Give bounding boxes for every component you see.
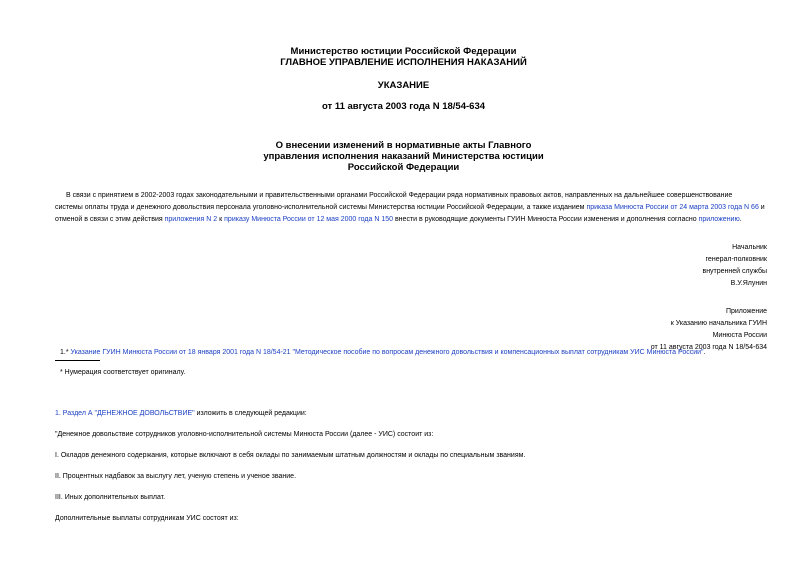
order-66-link[interactable]: приказа Минюста России от 24 марта 2003 года N 66 [586,204,759,211]
footnote: * Нумерация соответствует оригиналу. [60,369,186,376]
intro-line-3-mid: внести в руководящие документы ГУИН Минюста России изменения и дополнения согласно [393,216,699,223]
signer-rank-2: внутренней службы [702,268,767,275]
intro-line-3-text: отменой в связи с этим действия [55,216,165,223]
gin-instruction-link[interactable]: Указание ГУИН Минюста России от 18 января 2001 года N 18/54-21 "Методическое пособие по вопросам денежного довольствия и компенсационных выплат сотрудникам УИС Минюста России" [70,349,704,356]
signer-rank-1: генерал-полковник [705,256,767,263]
body-paragraph-1: "Денежное довольствие сотрудников уголовно-исполнительной системы Минюста России (далее - УИС) состоит из: [55,431,434,438]
appendix-ref-line-3: Минюста России [712,332,767,339]
order-150-link[interactable]: приказу Минюста России от 12 мая 2000 года N 150 [224,216,394,223]
appendix-link[interactable]: приложению [698,216,740,223]
title-line-2: управления исполнения наказаний Министерства юстиции [263,151,544,162]
body-paragraph-3: II. Процентных надбавок за выслугу лет, ученую степень и ученое звание. [55,473,297,480]
section-1-rest: изложить в следующей редакции: [194,410,307,417]
body-paragraph-4: III. Иных дополнительных выплат. [55,494,166,501]
item-1-number: 1.* [60,349,71,356]
signer-position: Начальник [732,244,767,251]
department-name: ГЛАВНОЕ УПРАВЛЕНИЕ ИСПОЛНЕНИЯ НАКАЗАНИЙ [280,57,527,68]
appendix-ref-line-4: от 11 августа 2003 года N 18/54-634 [650,344,767,351]
document-date: от 11 августа 2003 года N 18/54-634 [321,101,486,112]
intro-line-1: В связи с принятием в 2002-2003 годах законодательными и правительственными органами Российской Федерации ряда нормативных правовых актов, направленных на дальнейшее совершенствование [66,192,733,199]
intro-line-3-dot: . [739,216,742,223]
section-a-link[interactable]: 1. Раздел А "ДЕНЕЖНОЕ ДОВОЛЬСТВИЕ" [55,410,195,417]
intro-line-3-to: к [217,216,225,223]
section-1 [55,408,307,420]
item-1 [60,347,705,359]
intro-line-3 [55,214,742,226]
body-paragraph-2: I. Окладов денежного содержания, которые включают в себя оклады по занимаемым штатным должностям и оклады по специальным званиям. [55,452,526,459]
appendix-2-link[interactable]: приложения N 2 [164,216,218,223]
intro-line-2-text: системы оплаты труда и денежного довольствия персонала уголовно-исполнительной системы Министерства юстиции Российской Федерации, а также изданием [55,204,587,211]
body-paragraph-5: Дополнительные выплаты сотрудникам УИС состоят из: [55,515,239,522]
intro-line-2-end: и [758,204,765,211]
document-type: УКАЗАНИЕ [377,80,430,91]
title-line-3: Российской Федерации [347,162,460,173]
intro-line-2 [55,202,765,214]
title-line-1: О внесении изменений в нормативные акты Главного [275,140,532,151]
item-1-end: . [703,349,706,356]
appendix-label: Приложение [725,308,767,315]
footnote-divider [55,360,100,361]
signer-name: В.У.Ялунин [730,280,767,287]
appendix-ref-line-2: к Указанию начальника ГУИН [670,320,767,327]
ministry-name: Министерство юстиции Российской Федерации [290,46,517,57]
